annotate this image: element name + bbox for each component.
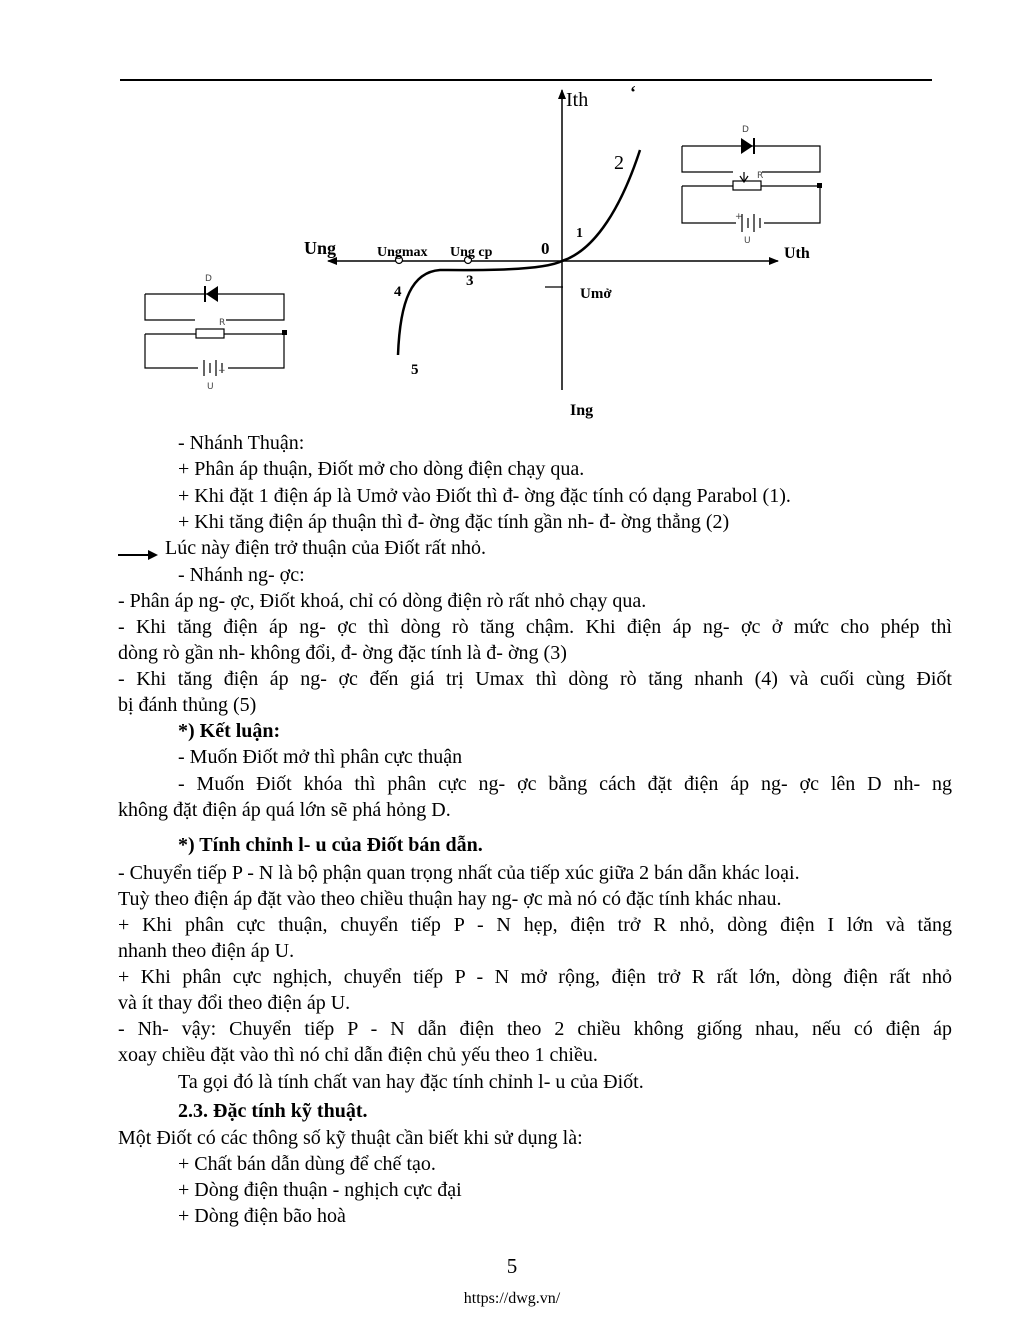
- left-plus-label: +: [218, 366, 226, 376]
- text-line: - Muốn Điốt mở thì phân cực thuận: [178, 746, 463, 768]
- list-item: + Chất bán dẫn dùng để chế tạo.: [178, 1153, 436, 1175]
- text-line: + Khi phân cực nghịch, chuyển tiếp P - N mở rộng, điện trở R rất lớn, dòng điện rất nhỏ: [118, 966, 952, 988]
- text-line: + Khi đặt 1 điện áp là Umở vào Điốt thì đ- ờng đặc tính có dạng Parabol (1).: [178, 485, 791, 507]
- text-line: Ta gọi đó là tính chất van hay đặc tính chỉnh l- u của Điốt.: [178, 1071, 644, 1093]
- ith-label: Ith: [566, 89, 589, 111]
- page-number: 5: [506, 1254, 518, 1278]
- ith-mark: ‘: [630, 82, 636, 102]
- text-line: - Chuyển tiếp P - N là bộ phận quan trọng nhất của tiếp xúc giữa 2 bán dẫn khác loại.: [118, 862, 800, 884]
- conclusion-heading: *) Kết luận:: [178, 720, 281, 742]
- region-4-label: 4: [394, 284, 402, 300]
- list-item: + Dòng điện bão hoà: [178, 1205, 346, 1227]
- forward-diode-icon: [741, 138, 754, 154]
- text-line: - Muốn Điốt khóa thì phân cực ng- ợc bằng cách đặt điện áp ng- ợc lên D nh- ng: [178, 773, 952, 795]
- uth-label: Uth: [784, 245, 810, 262]
- text-line: bị đánh thủng (5): [118, 694, 257, 716]
- text-line: + Khi tăng điện áp thuận thì đ- ờng đặc tính gần nh- đ- ờng thẳng (2): [178, 511, 730, 533]
- ung-label: Ung: [304, 238, 337, 258]
- right-arrow-icon: [118, 548, 160, 562]
- text-line: - Phân áp ng- ợc, Điốt khoá, chỉ có dòng điện rò rất nhỏ chạy qua.: [118, 590, 647, 612]
- region-5-label: 5: [411, 362, 419, 378]
- ungcp-label: Ung cp: [450, 245, 493, 260]
- reverse-branch-heading: - Nhánh ng- ợc:: [178, 564, 305, 586]
- text-line: - Khi tăng điện áp ng- ợc đến giá trị Umax thì dòng rò tăng nhanh (4) và cuối cùng Điốt: [118, 668, 952, 690]
- right-plus-label: +: [735, 212, 743, 222]
- text-line: nhanh theo điện áp U.: [118, 940, 295, 962]
- text-line: và ít thay đổi theo điện áp U.: [118, 992, 351, 1014]
- text-line: xoay chiều đặt vào thì nó chỉ dẫn điện chủ yếu theo 1 chiều.: [118, 1044, 598, 1066]
- left-r-label: R: [219, 318, 226, 328]
- right-d-label: D: [742, 125, 749, 135]
- text-line: Lúc này điện trở thuận của Điốt rất nhỏ.: [165, 537, 487, 559]
- region-3-label: 3: [466, 273, 474, 289]
- forward-bias-circuit: [682, 146, 820, 232]
- forward-curve: [562, 150, 640, 261]
- origin-label: 0: [541, 239, 550, 258]
- ungmax-label: Ungmax: [377, 245, 428, 260]
- reverse-diode-icon: [205, 286, 218, 302]
- section-heading: 2.3. Đặc tính kỹ thuật.: [178, 1100, 368, 1122]
- right-r-label: R: [757, 171, 764, 181]
- text-line: dòng rò gần nh- không đổi, đ- ờng đặc tính là đ- ờng (3): [118, 642, 567, 664]
- left-d-label: D: [205, 274, 212, 284]
- text-line: không đặt điện áp quá lớn sẽ phá hỏng D.: [118, 799, 451, 821]
- text-line: + Khi phân cực thuận, chuyển tiếp P - N hẹp, điện trở R nhỏ, dòng điện I lớn và tăng: [118, 914, 952, 936]
- forward-branch-heading: - Nhánh Thuận:: [178, 432, 305, 454]
- ing-label: Ing: [570, 402, 594, 419]
- region-2-label: 2: [614, 152, 624, 174]
- text-line: Tuỳ theo điện áp đặt vào theo chiều thuận hay ng- ợc mà nó có đặc tính khác nhau.: [118, 888, 782, 910]
- reverse-bias-circuit: [145, 294, 284, 376]
- footer-url[interactable]: https://dwg.vn/: [463, 1290, 561, 1307]
- text-line: + Phân áp thuận, Điốt mở cho dòng điện chạy qua.: [178, 458, 585, 480]
- diode-iv-figure: [0, 0, 1024, 430]
- list-item: + Dòng điện thuận - nghịch cực đại: [178, 1179, 462, 1201]
- region-1-label: 1: [576, 226, 583, 241]
- text-line: - Nh- vậy: Chuyển tiếp P - N dẫn điện theo 2 chiều không giống nhau, nếu có điện áp: [118, 1018, 952, 1040]
- text-line: - Khi tăng điện áp ng- ợc thì dòng rò tăng chậm. Khi điện áp ng- ợc ở mức cho phép thì: [118, 616, 952, 638]
- umo-label: Umở: [580, 286, 612, 302]
- rectification-heading: *) Tính chỉnh l- u của Điốt bán dẫn.: [178, 834, 483, 856]
- right-u-label: U: [744, 236, 751, 246]
- left-u-label: U: [207, 382, 214, 392]
- reverse-curve: [398, 261, 562, 355]
- text-line: Một Điốt có các thông số kỹ thuật cần biết khi sử dụng là:: [118, 1127, 583, 1149]
